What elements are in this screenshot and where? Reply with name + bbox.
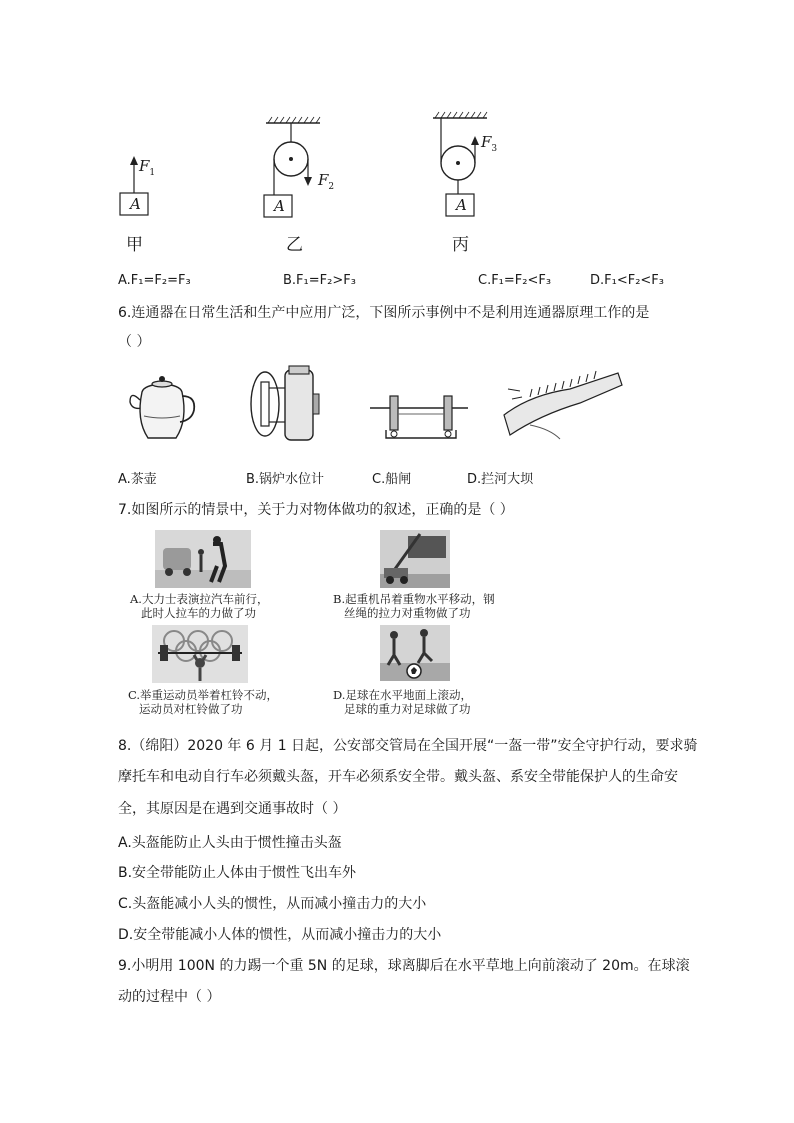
force-label-f1 (139, 157, 155, 178)
q7-stem: 7.如图所示的情景中，关于力对物体做功的叙述，正确的是（ ） (118, 502, 514, 518)
q8-option-c[interactable]: C.头盔能减小人头的惯性，从而减小撞击力的大小 (118, 896, 427, 912)
ship-lock-illustration (370, 360, 470, 450)
box-letter-jia: A (130, 195, 141, 213)
q6-stem-line1: 6.连通器在日常生活和生产中应用广泛，下图所示事例中不是利用连通器原理工作的是 (118, 305, 650, 321)
force-label-f2 (318, 171, 334, 192)
q8-stem-line3: 全，其原因是在遇到交通事故时（ ） (118, 801, 347, 817)
q6-caption-a[interactable]: A.茶壶 (118, 472, 157, 487)
q7-caption-a[interactable]: A.大力士表演拉汽车前行， 此时人拉车的力做了功 (130, 592, 269, 620)
q9-stem-line2: 动的过程中（ ） (118, 989, 221, 1005)
figure-label-bing: 丙 (452, 235, 469, 255)
figure-label-jia: 甲 (126, 235, 143, 255)
dam-illustration (500, 365, 625, 445)
q5-option-a[interactable]: A.F₁=F₂=F₃ (118, 273, 191, 288)
q5-option-c[interactable]: C.F₁=F₂<F₃ (478, 273, 552, 288)
force-f3-letter: F (481, 133, 492, 151)
force-f1-sub: 1 (149, 168, 156, 178)
q6-stem-line2: （ ） (118, 334, 151, 350)
q7-photo-c (152, 625, 248, 683)
q6-caption-d[interactable]: D.拦河大坝 (467, 472, 534, 487)
force-f2-letter: F (318, 171, 329, 189)
q7-caption-b[interactable]: B.起重机吊着重物水平移动，钢 丝绳的拉力对重物做了功 (333, 592, 495, 620)
force-f2-sub: 2 (328, 182, 335, 192)
q7-photo-a (155, 530, 251, 588)
q7-caption-c[interactable]: C.举重运动员举着杠铃不动， 运动员对杠铃做了功 (128, 688, 279, 716)
force-f3-sub: 3 (491, 144, 498, 154)
q7-photo-d (380, 625, 450, 681)
q5-option-b[interactable]: B.F₁=F₂>F₃ (283, 273, 356, 288)
q8-option-b[interactable]: B.安全带能防止人体由于惯性飞出车外 (118, 865, 357, 881)
q9-stem-line1: 9.小明用 100N 的力踢一个重 5N 的足球，球离脚后在水平草地上向前滚动了 20m。在球滚 (118, 958, 690, 974)
q8-option-a[interactable]: A.头盔能防止人头由于惯性撞击头盔 (118, 835, 342, 851)
box-letter-yi: A (274, 197, 285, 215)
q7-caption-d[interactable]: D.足球在水平地面上滚动， 足球的重力对足球做了功 (333, 688, 472, 716)
force-f1-letter: F (139, 157, 150, 175)
teapot-illustration (122, 360, 212, 450)
force-label-f3 (481, 133, 497, 154)
q8-option-d[interactable]: D.安全带能减小人体的惯性，从而减小撞击力的大小 (118, 927, 442, 943)
q8-stem-line2: 摩托车和电动自行车必须戴头盔，开车必须系安全带。戴头盔、系安全带能保护人的生命安 (118, 769, 678, 785)
q6-caption-c[interactable]: C.船闸 (372, 472, 412, 487)
q6-caption-b[interactable]: B.锅炉水位计 (246, 472, 325, 487)
boiler-gauge-illustration (245, 360, 325, 450)
q7-photo-b (380, 530, 450, 588)
box-letter-bing: A (456, 196, 467, 214)
pulley-diagram-jia (0, 0, 794, 260)
q5-option-d[interactable]: D.F₁<F₂<F₃ (590, 273, 664, 288)
q8-stem-line1: 8.（绵阳）2020 年 6 月 1 日起，公安部交管局在全国开展“一盔一带”安全守护行动，要求骑 (118, 738, 698, 754)
figure-label-yi: 乙 (286, 235, 303, 255)
